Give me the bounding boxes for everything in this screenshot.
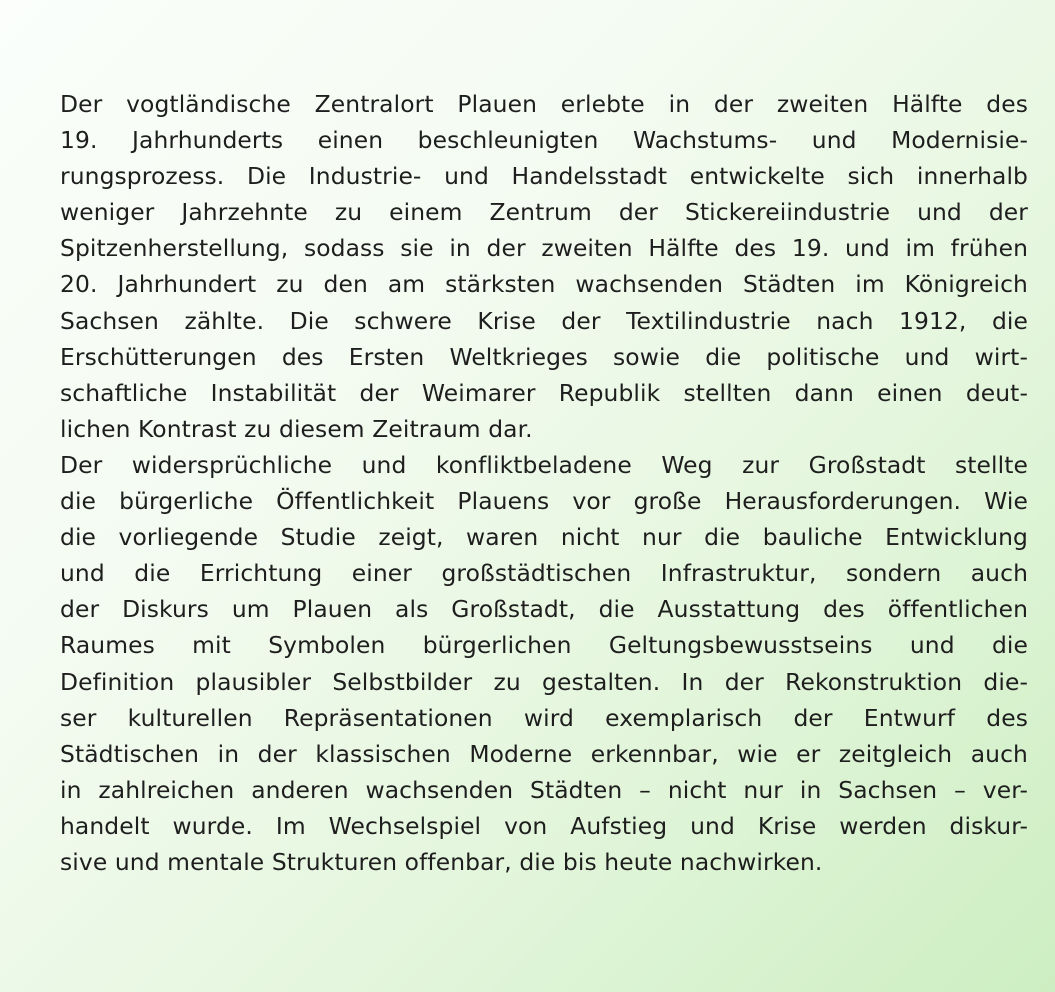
paragraph-2: [60, 447, 1028, 880]
text-line: die bürgerliche Öffentlichkeit Plauens vor große Herausforderungen. Wie: [60, 487, 1028, 516]
text-line: schaftliche Instabilität der Weimarer Republik stellten dann einen deut-: [60, 378, 1028, 407]
text-line: ser kulturellen Repräsentationen wird exemplarisch der Entwurf des: [60, 703, 1028, 732]
text-line: Raumes mit Symbolen bürgerlichen Geltungsbewusstseins und die: [60, 631, 1028, 660]
text-line: der Diskurs um Plauen als Großstadt, die Ausstattung des öffentlichen: [60, 595, 1028, 624]
text-line: Sachsen zählte. Die schwere Krise der Textilindustrie nach 1912, die: [60, 306, 1028, 335]
text-line: rungsprozess. Die Industrie- und Handelsstadt entwickelte sich innerhalb: [60, 162, 1028, 191]
text-line: Spitzenherstellung, sodass sie in der zweiten Hälfte des 19. und im frühen: [60, 234, 1028, 263]
text-line: die vorliegende Studie zeigt, waren nicht nur die bauliche Entwicklung: [60, 523, 1028, 552]
text-line: handelt wurde. Im Wechselspiel von Aufstieg und Krise werden diskur-: [60, 811, 1028, 840]
text-line: sive und mentale Strukturen offenbar, die bis heute nachwirken.: [60, 847, 823, 876]
paragraph-1: [60, 86, 1028, 447]
text-line: und die Errichtung einer großstädtischen Infrastruktur, sondern auch: [60, 559, 1028, 588]
text-line: Städtischen in der klassischen Moderne erkennbar, wie er zeitgleich auch: [60, 739, 1028, 768]
text-line: Definition plausibler Selbstbilder zu gestalten. In der Rekonstruktion die-: [60, 667, 1028, 696]
text-line: Erschütterungen des Ersten Weltkrieges sowie die politische und wirt-: [60, 342, 1028, 371]
body-text: [60, 86, 1028, 880]
text-line: weniger Jahrzehnte zu einem Zentrum der Stickereiindustrie und der: [60, 198, 1028, 227]
text-line: 20. Jahrhundert zu den am stärksten wachsenden Städten im Königreich: [60, 270, 1028, 299]
text-line: 19. Jahrhunderts einen beschleunigten Wachstums- und Modernisie-: [60, 126, 1028, 155]
text-line: Der vogtländische Zentralort Plauen erlebte in der zweiten Hälfte des: [60, 90, 1028, 118]
text-line: lichen Kontrast zu diesem Zeitraum dar.: [60, 414, 533, 443]
text-line: Der widersprüchliche und konfliktbeladene Weg zur Großstadt stellte: [60, 450, 1028, 479]
text-line: in zahlreichen anderen wachsenden Städten – nicht nur in Sachsen – ver-: [60, 775, 1028, 804]
